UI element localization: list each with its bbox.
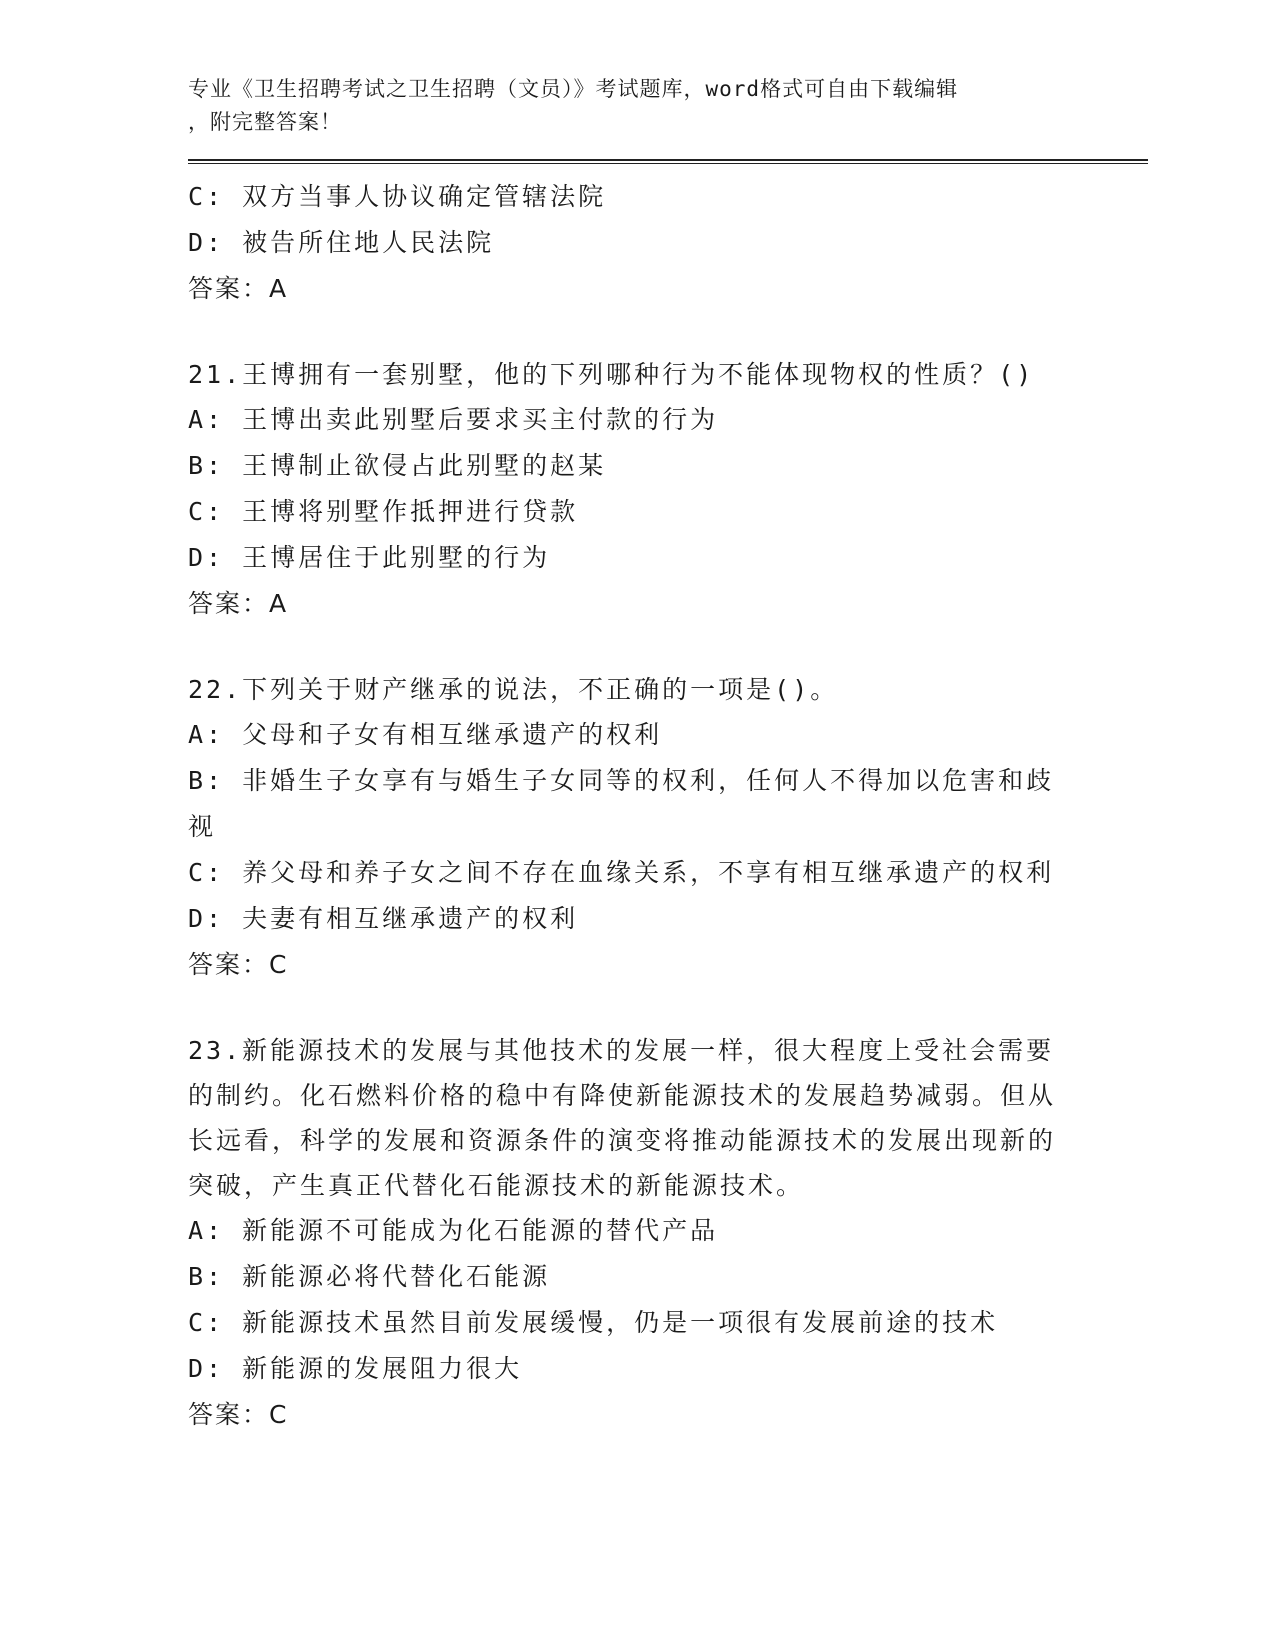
question-stem: 21.王博拥有一套别墅，他的下列哪种行为不能体现物权的性质？() bbox=[188, 360, 1035, 389]
option-c: C: 双方当事人协议确定管辖法院 bbox=[188, 182, 607, 211]
option-d: D: 新能源的发展阻力很大 bbox=[188, 1354, 523, 1383]
answer-line: 答案：C bbox=[188, 950, 289, 979]
option-c: C: 王博将别墅作抵押进行贷款 bbox=[188, 497, 579, 526]
question-23 bbox=[188, 1028, 1148, 1438]
option-a: A: 王博出卖此别墅后要求买主付款的行为 bbox=[188, 405, 719, 434]
previous-question-tail bbox=[188, 174, 1148, 312]
question-stem: 23.新能源技术的发展与其他技术的发展一样，很大程度上受社会需要的制约。化石燃料价格的稳中有降使新能源技术的发展趋势减弱。但从长远看，科学的发展和资源条件的演变将推动能源技术的发展出现新的突破，产生真正代替化石能源技术的新能源技术。 bbox=[188, 1036, 1057, 1200]
document-page bbox=[188, 0, 1148, 1438]
option-b: B: 王博制止欲侵占此别墅的赵某 bbox=[188, 451, 607, 480]
question-22 bbox=[188, 667, 1148, 988]
document-header bbox=[188, 73, 1068, 139]
option-c: C: 养父母和养子女之间不存在血缘关系，不享有相互继承遗产的权利 bbox=[188, 858, 1055, 887]
header-line-2: ，附完整答案！ bbox=[188, 110, 342, 134]
question-content bbox=[188, 174, 1148, 1438]
option-d: D: 王博居住于此别墅的行为 bbox=[188, 543, 551, 572]
header-divider bbox=[188, 159, 1148, 164]
answer-line: 答案：A bbox=[188, 274, 289, 303]
header-line-1: 专业《卫生招聘考试之卫生招聘（文员）》考试题库，word格式可自由下载编辑 bbox=[188, 77, 959, 101]
option-b: B: 新能源必将代替化石能源 bbox=[188, 1262, 551, 1291]
answer-line: 答案：C bbox=[188, 1400, 289, 1429]
option-a: A: 新能源不可能成为化石能源的替代产品 bbox=[188, 1216, 719, 1245]
option-b: B: 非婚生子女享有与婚生子女同等的权利，任何人不得加以危害和歧视 bbox=[188, 766, 1055, 841]
question-21 bbox=[188, 352, 1148, 627]
option-d: D: 夫妻有相互继承遗产的权利 bbox=[188, 904, 579, 933]
answer-line: 答案：A bbox=[188, 589, 289, 618]
option-d: D: 被告所住地人民法院 bbox=[188, 228, 495, 257]
option-a: A: 父母和子女有相互继承遗产的权利 bbox=[188, 720, 663, 749]
option-c: C: 新能源技术虽然目前发展缓慢，仍是一项很有发展前途的技术 bbox=[188, 1308, 999, 1337]
question-stem: 22.下列关于财产继承的说法，不正确的一项是()。 bbox=[188, 675, 839, 704]
